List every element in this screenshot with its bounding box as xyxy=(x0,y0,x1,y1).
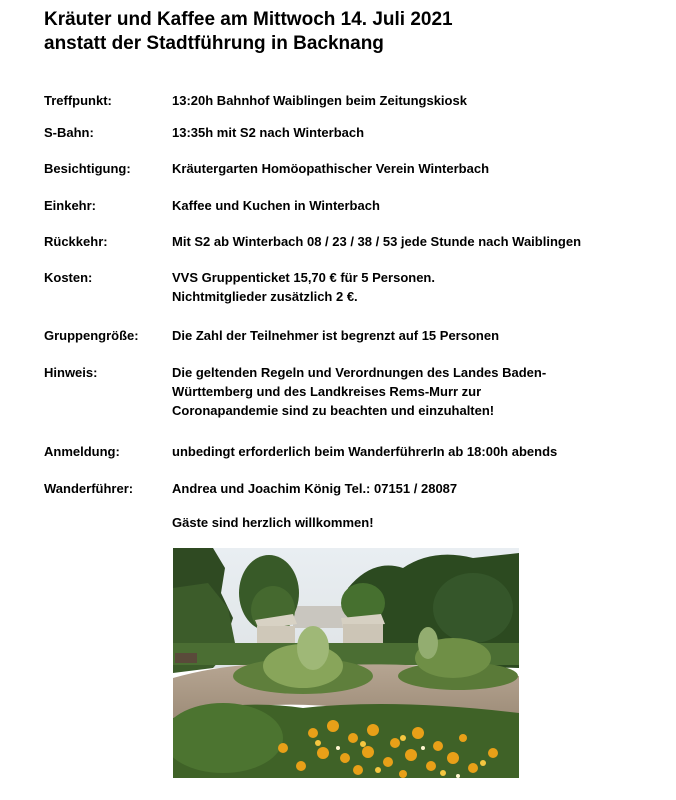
row-value xyxy=(172,196,380,215)
row-value-line: Kaffee und Kuchen in Winterbach xyxy=(172,198,380,213)
row-rueckkehr xyxy=(44,232,664,251)
row-value-line: Nichtmitglieder zusätzlich 2 €. xyxy=(172,289,358,304)
row-label: Besichtigung: xyxy=(44,161,131,176)
title-line-2: anstatt der Stadtführung in Backnang xyxy=(44,33,384,54)
row-value-line: Die Zahl der Teilnehmer ist begrenzt auf 15 Personen xyxy=(172,328,500,343)
row-value xyxy=(172,479,457,498)
row-label: S-Bahn: xyxy=(44,125,94,140)
row-value-line: 13:20h Bahnhof Waiblingen beim Zeitungskiosk xyxy=(172,93,467,108)
row-label: Rückkehr: xyxy=(44,234,108,249)
row-value xyxy=(172,123,364,142)
row-label: Gruppengröße: xyxy=(44,328,139,343)
row-treffpunkt xyxy=(44,91,467,110)
row-label: Einkehr: xyxy=(44,198,97,213)
row-value xyxy=(172,363,546,420)
row-wanderfuehrer xyxy=(44,479,457,498)
row-value-line: Coronapandemie sind zu beachten und einzuhalten! xyxy=(172,403,495,418)
row-value-line: Die geltenden Regeln und Verordnungen des Landes Baden- xyxy=(172,365,547,380)
row-value xyxy=(172,442,557,461)
row-label: Hinweis: xyxy=(44,365,98,380)
row-value xyxy=(172,268,435,306)
row-value-line: Andrea und Joachim König Tel.: 07151 / 28087 xyxy=(172,481,458,496)
row-hinweis xyxy=(44,363,546,420)
row-einkehr xyxy=(44,196,380,215)
row-besichtigung xyxy=(44,159,489,178)
row-value-line: 13:35h mit S2 nach Winterbach xyxy=(172,125,365,140)
row-value-line: Mit S2 ab Winterbach 08 / 23 / 38 / 53 jede Stunde nach Waiblingen xyxy=(172,234,582,249)
row-s-bahn xyxy=(44,123,364,142)
row-label: Wanderführer: xyxy=(44,481,134,496)
row-label: Treffpunkt: xyxy=(44,93,112,108)
row-value-line: Württemberg und des Landkreises Rems-Murr zur xyxy=(172,384,482,399)
row-kosten xyxy=(44,268,435,306)
page-title xyxy=(44,8,453,56)
row-label: Anmeldung: xyxy=(44,444,120,459)
title-line-1: Kräuter und Kaffee am Mittwoch 14. Juli 2021 xyxy=(44,9,453,30)
row-value-line: Kräutergarten Homöopathischer Verein Winterbach xyxy=(172,161,490,176)
row-anmeldung xyxy=(44,442,557,461)
row-value-line: unbedingt erforderlich beim WanderführerIn ab 18:00h abends xyxy=(172,444,558,459)
row-gruppengroesse xyxy=(44,326,499,345)
row-value xyxy=(172,326,499,345)
row-label: Kosten: xyxy=(44,270,93,285)
welcome-text: Gäste sind herzlich willkommen! xyxy=(172,515,374,530)
herb-garden-photo xyxy=(173,548,519,778)
row-value xyxy=(172,159,489,178)
row-value-line: VVS Gruppenticket 15,70 € für 5 Personen. xyxy=(172,270,435,285)
row-value xyxy=(172,232,664,251)
row-value xyxy=(172,91,467,110)
